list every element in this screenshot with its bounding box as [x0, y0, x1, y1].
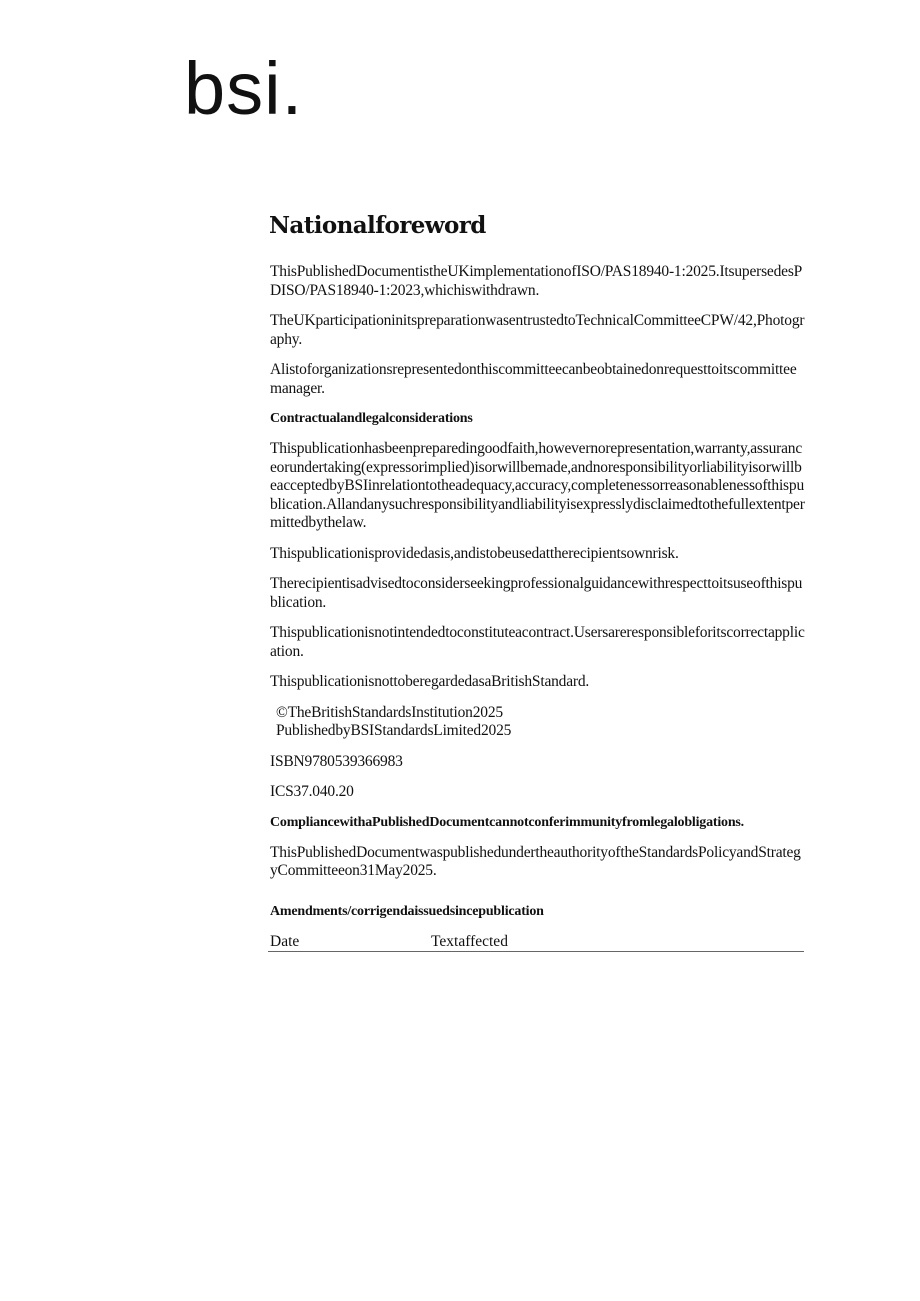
page-title: Nationalforeword — [269, 212, 486, 239]
authority-paragraph: ThisPublishedDocumentwaspublishedundertheauthorityoftheStandardsPolicyandStrategyCommitteeon31May2025. — [270, 843, 801, 879]
amendments-text-header: Textaffected — [431, 932, 508, 950]
contractual-paragraph-3: Therecipientisadvisedtoconsiderseekingprofessionalguidancewithrespecttoitsuseofthispublication. — [270, 575, 803, 611]
compliance-notice: CompliancewithaPublishedDocumentcannotconferimmunityfromlegalobligations. — [270, 814, 744, 830]
amendments-date-header: Date — [270, 932, 300, 950]
national-foreword — [268, 212, 808, 952]
copyright-line: ©TheBritishStandardsInstitution2025 — [276, 703, 503, 721]
copyright-block — [276, 704, 808, 741]
contractual-heading: Contractualandlegalconsiderations — [270, 411, 473, 426]
isbn: ISBN9780539366983 — [270, 752, 403, 770]
ics-code: ICS37.040.20 — [270, 783, 354, 800]
contractual-paragraph-2: Thispublicationisprovidedasis,andistobeusedattherecipientsownrisk. — [270, 544, 679, 562]
publisher-line: PublishedbyBSIStandardsLimited2025 — [276, 722, 512, 739]
contractual-paragraph-4: Thispublicationisnotintendedtoconstituteacontract.Usersareresponsibleforitscorrectapplication. — [270, 624, 805, 660]
intro-paragraph-1: ThisPublishedDocumentistheUKimplementationofISO/PAS18940-1:2025.ItsupersedesPDISO/PAS18940-1:2023,whichiswithdrawn. — [270, 263, 803, 299]
contractual-paragraph-1: Thispublicationhasbeenpreparedingoodfaith,howevernorepresentation,warranty,assuranceorundertaking(expressorimplied)isorwillbemade,andnoresponsibilityorliabilityisorwillbeacceptedbyBSIinrelationtotheadequacy,accuracy,completenessorreasonablenessofthispublication.Allandanysuchresponsibilityandliabilityisexpresslydisclaimedtothefullextentpermittedbythelaw. — [270, 440, 805, 531]
intro-paragraph-2: TheUKparticipationinitspreparationwasentrustedtoTechnicalCommitteeCPW/42,Photography. — [270, 312, 805, 348]
contractual-paragraph-5: ThispublicationisnottoberegardedasaBritishStandard. — [270, 673, 590, 690]
amendments-heading: Amendments/corrigendaissuedsincepublication — [270, 903, 544, 919]
intro-paragraph-3: Alistoforganizationsrepresentedonthiscommitteecanbeobtainedonrequesttoitscommitteemanager. — [270, 361, 797, 397]
amendments-table — [268, 933, 804, 952]
bsi-logo: bsi. — [184, 47, 304, 130]
